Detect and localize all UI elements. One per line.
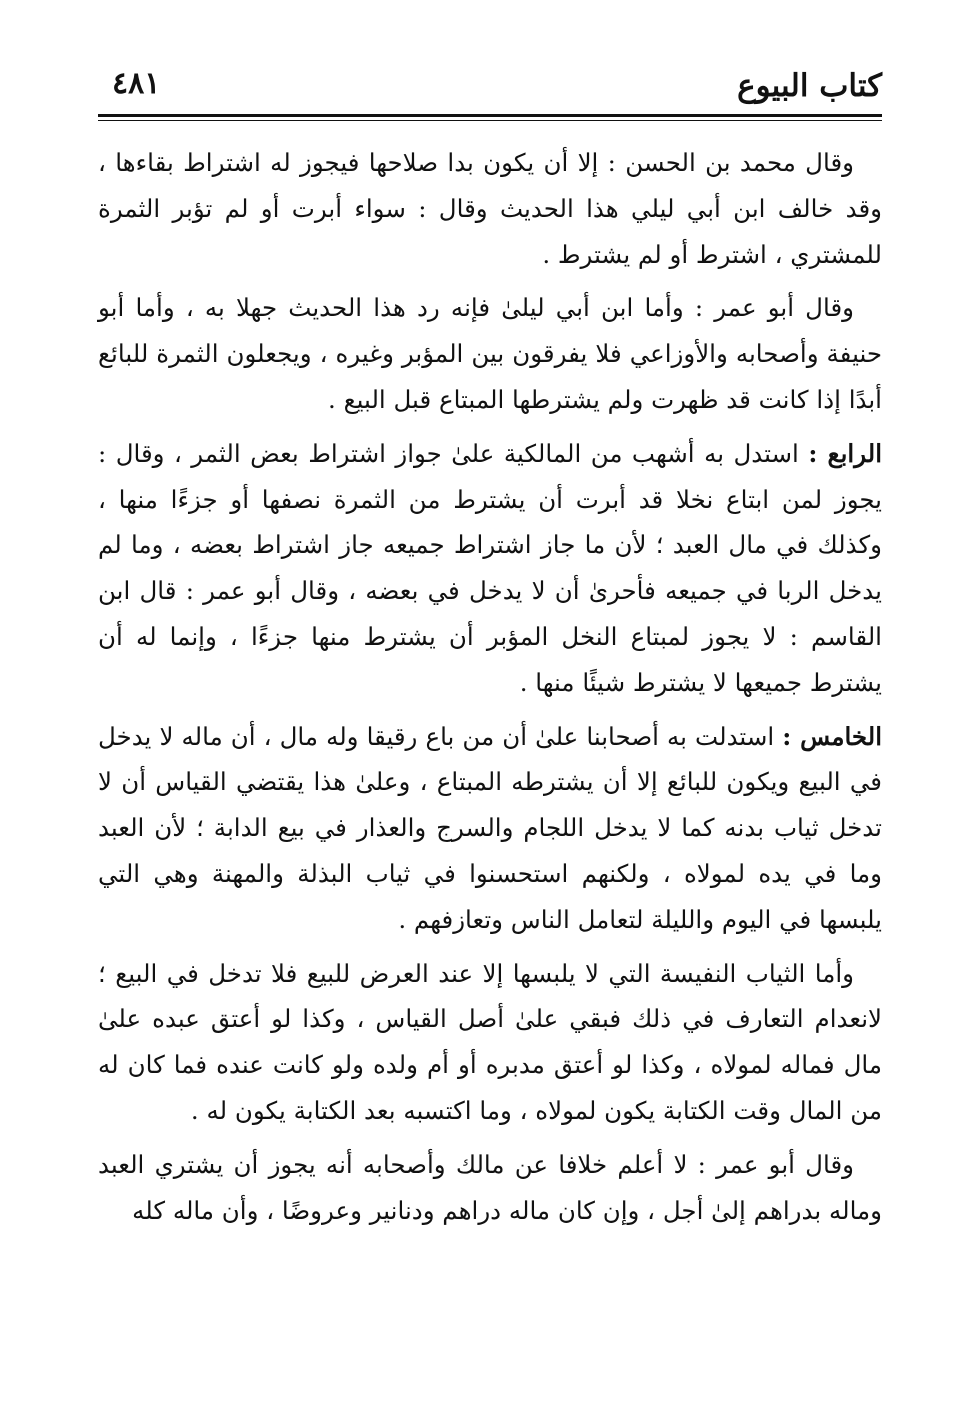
- paragraph-text: وأما الثياب النفيسة التي لا يلبسها إلا عند العرض للبيع فلا تدخل في البيع ؛ لانعدام التعارف في ذلك فبقي علىٰ أصل القياس ، وكذا لو أعتق عبده علىٰ مال فماله لمولاه ، وكذا لو أعتق مدبره أو أم ولده ولو كانت عنده فما كان له من المال وقت الكتابة يكون لمولاه ، وما اكتسبه بعد الكتابة يكون له .: [98, 958, 882, 1125]
- body-text: [98, 140, 882, 1241]
- paragraph: [98, 140, 882, 277]
- paragraph-text: استدلت به أصحابنا علىٰ أن من باع رقيقا وله مال ، أن ماله لا يدخل في البيع ويكون للبائع إلا أن يشترطه المبتاع ، وعلىٰ هذا يقتضي القياس أن لا تدخل ثياب بدنه كما لا يدخل اللجام والسرج والعذار في بيع الدابة ؛ لأن العبد وما في يده لمولاه ، ولكنهم استحسنوا في ثياب البذلة والمهنة وهي التي يلبسها في اليوم والليلة لتعامل الناس وتعازفهم .: [98, 721, 882, 934]
- paragraph-text: وقال أبو عمر : وأما ابن أبي ليلىٰ فإنه رد هذا الحديث جهلا به ، وأما أبو حنيفة وأصحابه والأوزاعي فلا يفرقون بين المؤبر وغيره ، ويجعلون الثمرة للبائع أبدًا إذا كانت قد ظهرت ولم يشترطها المبتاع قبل البيع .: [98, 293, 882, 414]
- paragraph-text: وقال أبو عمر : لا أعلم خلافا عن مالك وأصحابه أنه يجوز أن يشتري العبد وماله بدراهم إلىٰ أجل ، وإن كان ماله دراهم ودنانير وعروضًا ، وأن ماله كله: [98, 1149, 882, 1225]
- paragraph-lead-heading: الرابع :: [808, 438, 882, 468]
- paragraph: [98, 285, 882, 422]
- paragraph: [98, 714, 882, 943]
- header-rule-thick: [98, 114, 882, 117]
- page-number: ٤٨١: [112, 66, 161, 101]
- paragraph-text: وقال محمد بن الحسن : إلا أن يكون بدا صلاحها فيجوز له اشتراط بقاءها ، وقد خالف ابن أبي ليلي هذا الحديث وقال : سواء أبرت أو لم تؤبر الثمرة للمشتري ، اشترط أو لم يشترط .: [98, 148, 882, 269]
- header-rule-thin: [98, 120, 882, 121]
- paragraph-text: استدل به أشهب من المالكية علىٰ جواز اشتراط بعض الثمر ، وقال : يجوز لمن ابتاع نخلا قد أبرت أن يشترط من الثمرة نصفها أو جزءًا منها ، وكذلك في مال العبد ؛ لأن ما جاز اشتراط جميعه جاز اشتراط بعضه ، وما لم يدخل الربا في جميعه فأحرىٰ أن لا يدخل في بعضه ، وقال أبو عمر : قال ابن القاسم : لا يجوز لمبتاع النخل المؤبر أن يشترط منها جزءًا ، وإنما له أن يشترط جميعها لا يشترط شيئًا منها .: [98, 438, 882, 697]
- paragraph: [98, 431, 882, 706]
- page-header: [98, 62, 882, 114]
- paragraph-lead-heading: الخامس :: [782, 721, 883, 751]
- paragraph: [98, 951, 882, 1134]
- running-title: كتاب البيوع: [737, 68, 882, 104]
- paragraph: [98, 1142, 882, 1234]
